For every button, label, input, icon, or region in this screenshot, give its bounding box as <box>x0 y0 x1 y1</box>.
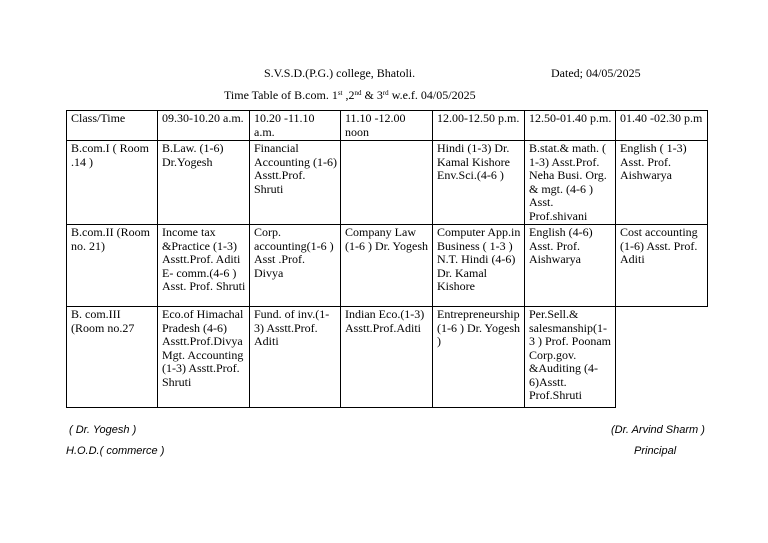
table-cell: Entrepreneurship (1-6 ) Dr. Yogesh ) <box>433 307 525 408</box>
table-cell: Financial Accounting (1-6) Asstt.Prof. Shruti <box>250 141 341 225</box>
title-separator-1: ,2 <box>342 88 355 102</box>
timetable <box>66 110 708 408</box>
table-header-row <box>67 111 708 141</box>
class-cell: B.com.II (Room no. 21) <box>67 225 158 307</box>
header-cell: 09.30-10.20 a.m. <box>158 111 250 141</box>
header-cell: 11.10 -12.00 noon <box>341 111 433 141</box>
table-cell: Computer App.in Business ( 1-3 ) N.T. Hindi (4-6) Dr. Kamal Kishore <box>433 225 525 307</box>
table-cell <box>341 141 433 225</box>
class-cell: B.com.I ( Room .14 ) <box>67 141 158 225</box>
table-cell: Fund. of inv.(1-3) Asstt.Prof. Aditi <box>250 307 341 408</box>
table-cell: English (4-6) Asst. Prof. Aishwarya <box>525 225 616 307</box>
principal-name: (Dr. Arvind Sharm ) <box>611 424 705 436</box>
table-cell: B.Law. (1-6) Dr.Yogesh <box>158 141 250 225</box>
table-cell: Corp. accounting(1-6 ) Asst .Prof. Divya <box>250 225 341 307</box>
class-cell: B. com.III (Room no.27 <box>67 307 158 408</box>
college-name: S.V.S.D.(P.G.) college, Bhatoli. <box>264 66 416 80</box>
table-row <box>67 307 708 408</box>
ordinal-suffix-1: st <box>337 89 343 97</box>
table-row <box>67 141 708 225</box>
principal-title: Principal <box>634 445 677 457</box>
ordinal-suffix-2: nd <box>354 89 362 97</box>
header-cell: Class/Time <box>67 111 158 141</box>
table-cell: Hindi (1-3) Dr. Kamal Kishore Env.Sci.(4-6 ) <box>433 141 525 225</box>
table-cell: English ( 1-3) Asst. Prof. Aishwarya <box>616 141 708 225</box>
date-label: Dated; 04/05/2025 <box>551 66 641 80</box>
header-cell: 12.00-12.50 p.m. <box>433 111 525 141</box>
hod-name: ( Dr. Yogesh ) <box>69 424 137 436</box>
table-row <box>67 225 708 307</box>
ordinal-suffix-3: rd <box>382 89 389 97</box>
empty-cell <box>616 307 708 408</box>
timetable-title <box>224 88 476 103</box>
table-cell: Income tax &Practice (1-3) Asstt.Prof. Aditi E- comm.(4-6 ) Asst. Prof. Shruti <box>158 225 250 307</box>
header-cell: 10.20 -11.10 a.m. <box>250 111 341 141</box>
title-suffix: w.e.f. 04/05/2025 <box>388 88 476 102</box>
title-prefix: Time Table of B.com. 1 <box>224 88 338 102</box>
header-cell: 01.40 -02.30 p.m <box>616 111 708 141</box>
table-cell: Eco.of Himachal Pradesh (4-6) Asstt.Prof.Divya Mgt. Accounting (1-3) Asstt.Prof. Shruti <box>158 307 250 408</box>
table-cell: Indian Eco.(1-3) Asstt.Prof.Aditi <box>341 307 433 408</box>
table-cell: B.stat.& math. ( 1-3) Asst.Prof. Neha Busi. Org. & mgt. (4-6 ) Asst. Prof.shivani <box>525 141 616 225</box>
header-cell: 12.50-01.40 p.m. <box>525 111 616 141</box>
hod-title: H.O.D.( commerce ) <box>66 445 165 457</box>
table-cell: Cost accounting (1-6) Asst. Prof. Aditi <box>616 225 708 307</box>
table-cell: Company Law (1-6 ) Dr. Yogesh <box>341 225 433 307</box>
table-cell: Per.Sell.& salesmanship(1-3 ) Prof. Poonam Corp.gov. &Auditing (4-6)Asstt. Prof.Shruti <box>525 307 616 408</box>
title-separator-2: & 3 <box>361 88 383 102</box>
